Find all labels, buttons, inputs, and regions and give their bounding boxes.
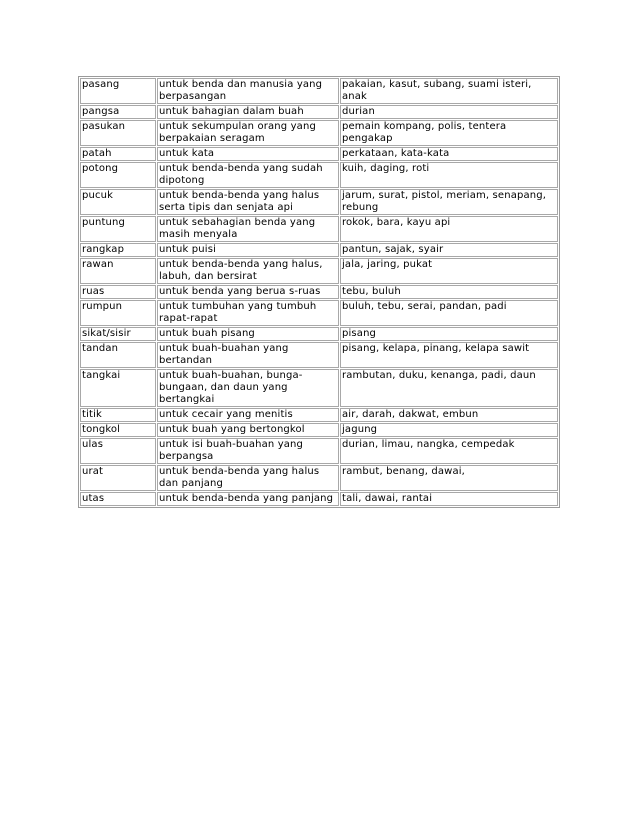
classifier-cell: tangkai	[80, 369, 156, 407]
usage-cell: untuk bahagian dalam buah	[157, 105, 339, 119]
example-cell: rambut, benang, dawai,	[340, 465, 558, 491]
usage-cell: untuk benda-benda yang halus dan panjang	[157, 465, 339, 491]
example-cell: pantun, sajak, syair	[340, 243, 558, 257]
usage-cell: untuk benda-benda yang panjang	[157, 492, 339, 506]
classifier-cell: pangsa	[80, 105, 156, 119]
usage-cell: untuk buah pisang	[157, 327, 339, 341]
classifier-cell: rawan	[80, 258, 156, 284]
table-row	[80, 258, 558, 284]
usage-cell: untuk benda-benda yang sudah dipotong	[157, 162, 339, 188]
table-row	[80, 162, 558, 188]
example-cell: air, darah, dakwat, embun	[340, 408, 558, 422]
usage-cell: untuk kata	[157, 147, 339, 161]
classifier-cell: pasang	[80, 78, 156, 104]
classifier-cell: rumpun	[80, 300, 156, 326]
classifier-cell: tandan	[80, 342, 156, 368]
table-row	[80, 216, 558, 242]
usage-cell: untuk isi buah-buahan yang berpangsa	[157, 438, 339, 464]
classifier-cell: sikat/sisir	[80, 327, 156, 341]
table-row	[80, 120, 558, 146]
table-row	[80, 423, 558, 437]
example-cell: pemain kompang, polis, tentera pengakap	[340, 120, 558, 146]
classifier-cell: ulas	[80, 438, 156, 464]
example-cell: jarum, surat, pistol, meriam, senapang, rebung	[340, 189, 558, 215]
example-cell: tali, dawai, rantai	[340, 492, 558, 506]
table-row	[80, 189, 558, 215]
example-cell: durian, limau, nangka, cempedak	[340, 438, 558, 464]
classifier-cell: puntung	[80, 216, 156, 242]
table-row	[80, 327, 558, 341]
example-cell: pisang, kelapa, pinang, kelapa sawit	[340, 342, 558, 368]
table-row	[80, 438, 558, 464]
table-row	[80, 369, 558, 407]
classifier-cell: tongkol	[80, 423, 156, 437]
table-row	[80, 243, 558, 257]
example-cell: rambutan, duku, kenanga, padi, daun	[340, 369, 558, 407]
example-cell: rokok, bara, kayu api	[340, 216, 558, 242]
classifier-cell: pasukan	[80, 120, 156, 146]
usage-cell: untuk benda yang berua s-ruas	[157, 285, 339, 299]
example-cell: pakaian, kasut, subang, suami isteri, anak	[340, 78, 558, 104]
usage-cell: untuk cecair yang menitis	[157, 408, 339, 422]
word-table-container	[78, 76, 560, 508]
table-row	[80, 105, 558, 119]
table-body	[80, 78, 558, 506]
classifier-table	[79, 77, 559, 507]
example-cell: kuih, daging, roti	[340, 162, 558, 188]
example-cell: durian	[340, 105, 558, 119]
table-row	[80, 285, 558, 299]
example-cell: buluh, tebu, serai, pandan, padi	[340, 300, 558, 326]
classifier-cell: pucuk	[80, 189, 156, 215]
usage-cell: untuk tumbuhan yang tumbuh rapat-rapat	[157, 300, 339, 326]
table-row	[80, 342, 558, 368]
classifier-cell: potong	[80, 162, 156, 188]
usage-cell: untuk sebahagian benda yang masih menyala	[157, 216, 339, 242]
table-row	[80, 492, 558, 506]
classifier-cell: urat	[80, 465, 156, 491]
table-row	[80, 147, 558, 161]
usage-cell: untuk benda-benda yang halus, labuh, dan bersirat	[157, 258, 339, 284]
table-row	[80, 78, 558, 104]
classifier-cell: patah	[80, 147, 156, 161]
table-row	[80, 408, 558, 422]
classifier-cell: utas	[80, 492, 156, 506]
example-cell: perkataan, kata-kata	[340, 147, 558, 161]
usage-cell: untuk puisi	[157, 243, 339, 257]
classifier-cell: titik	[80, 408, 156, 422]
table-row	[80, 300, 558, 326]
usage-cell: untuk buah-buahan, bunga-bungaan, dan daun yang bertangkai	[157, 369, 339, 407]
example-cell: jagung	[340, 423, 558, 437]
example-cell: tebu, buluh	[340, 285, 558, 299]
usage-cell: untuk benda dan manusia yang berpasangan	[157, 78, 339, 104]
classifier-cell: ruas	[80, 285, 156, 299]
example-cell: pisang	[340, 327, 558, 341]
usage-cell: untuk benda-benda yang halus serta tipis dan senjata api	[157, 189, 339, 215]
usage-cell: untuk buah yang bertongkol	[157, 423, 339, 437]
example-cell: jala, jaring, pukat	[340, 258, 558, 284]
classifier-cell: rangkap	[80, 243, 156, 257]
table-row	[80, 465, 558, 491]
usage-cell: untuk sekumpulan orang yang berpakaian seragam	[157, 120, 339, 146]
usage-cell: untuk buah-buahan yang bertandan	[157, 342, 339, 368]
